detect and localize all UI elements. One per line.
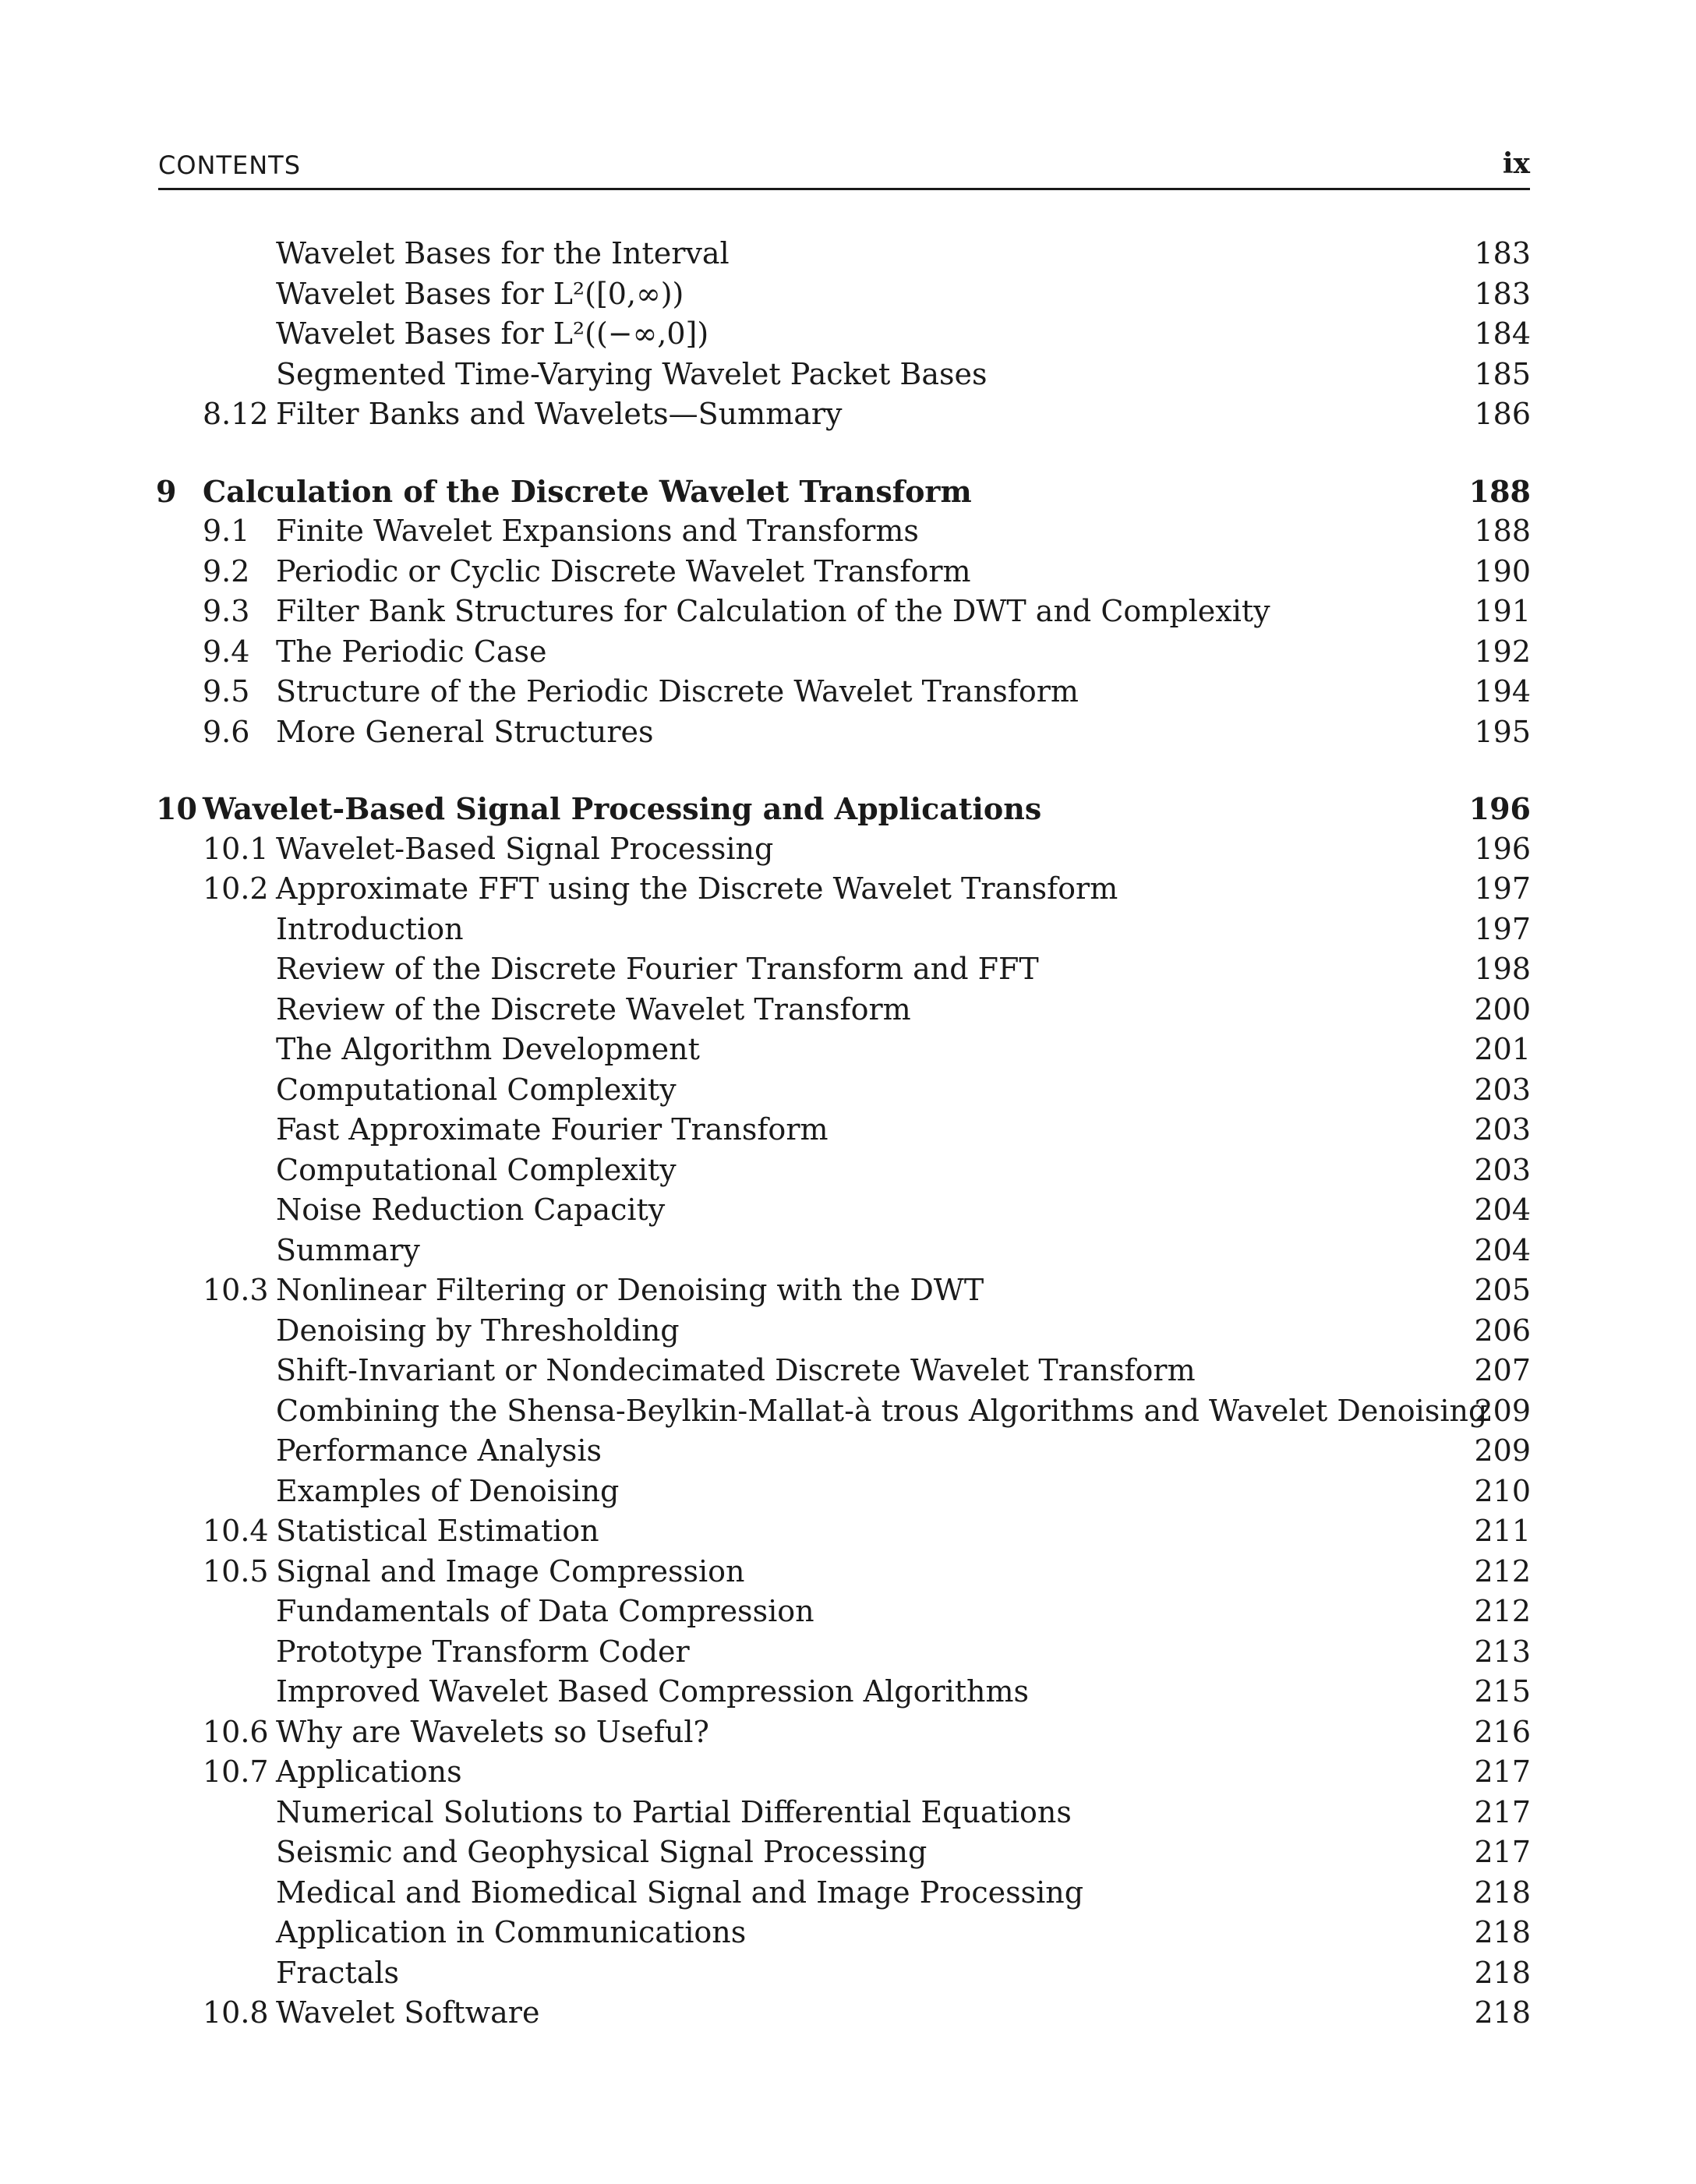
page-header bbox=[158, 147, 1530, 190]
toc-subsection-row bbox=[156, 1070, 1531, 1111]
toc-entry-page: 198 bbox=[1474, 952, 1531, 986]
toc-entry-title: Why are Wavelets so Useful? bbox=[276, 1714, 709, 1749]
toc-section-row bbox=[156, 672, 1531, 712]
toc-entry-page: 210 bbox=[1474, 1473, 1531, 1508]
toc-subsection-row bbox=[156, 1231, 1531, 1271]
toc-entry-title: Filter Banks and Wavelets—Summary bbox=[276, 397, 843, 431]
toc-section-row bbox=[156, 829, 1531, 870]
toc-entry-title: The Algorithm Development bbox=[276, 1032, 700, 1066]
toc-entry-page: 216 bbox=[1474, 1714, 1531, 1749]
table-of-contents bbox=[156, 234, 1531, 2034]
toc-entry-page: 185 bbox=[1474, 356, 1531, 391]
toc-subsection-row bbox=[156, 1592, 1531, 1632]
toc-entry-title: Examples of Denoising bbox=[276, 1473, 620, 1508]
toc-entry-number: 10.1 bbox=[203, 831, 269, 866]
toc-section-row bbox=[156, 632, 1531, 673]
toc-entry-title: Finite Wavelet Expansions and Transforms bbox=[276, 514, 919, 548]
toc-entry-title: Computational Complexity bbox=[276, 1072, 677, 1107]
toc-entry-page: 196 bbox=[1468, 791, 1531, 826]
toc-entry-number: 9.2 bbox=[203, 553, 250, 588]
toc-subsection-row bbox=[156, 1030, 1531, 1070]
toc-subsection-row bbox=[156, 949, 1531, 990]
toc-entry-page: 203 bbox=[1474, 1072, 1531, 1107]
toc-entry-title: Noise Reduction Capacity bbox=[276, 1193, 666, 1227]
toc-entry-page: 190 bbox=[1474, 553, 1531, 588]
toc-section-row bbox=[156, 1712, 1531, 1753]
toc-entry-title: Improved Wavelet Based Compression Algorithms bbox=[276, 1674, 1030, 1709]
toc-entry-number: 10 bbox=[156, 791, 197, 826]
toc-subsection-row bbox=[156, 314, 1531, 355]
toc-section-row bbox=[156, 394, 1531, 435]
toc-entry-page: 203 bbox=[1474, 1112, 1531, 1147]
toc-subsection-row bbox=[156, 1913, 1531, 1953]
toc-entry-page: 204 bbox=[1474, 1232, 1531, 1267]
toc-entry-title: Wavelet Bases for the Interval bbox=[276, 236, 730, 270]
toc-subsection-row bbox=[156, 1150, 1531, 1191]
toc-entry-page: 212 bbox=[1474, 1553, 1531, 1589]
toc-entry-page: 191 bbox=[1474, 594, 1531, 628]
toc-entry-number: 10.8 bbox=[203, 1995, 269, 2030]
toc-entry-title: Prototype Transform Coder bbox=[276, 1634, 690, 1669]
toc-entry-number: 8.12 bbox=[203, 397, 269, 431]
toc-entry-title: Applications bbox=[276, 1755, 462, 1789]
toc-subsection-row bbox=[156, 1351, 1531, 1391]
toc-entry-title: Computational Complexity bbox=[276, 1152, 677, 1187]
page-number: ix bbox=[1502, 147, 1530, 180]
toc-section-row bbox=[156, 1511, 1531, 1552]
toc-section-row bbox=[156, 1993, 1531, 2034]
toc-entry-title: The Periodic Case bbox=[276, 634, 547, 669]
toc-subsection-row bbox=[156, 274, 1531, 315]
toc-section-row bbox=[156, 552, 1531, 592]
toc-entry-page: 203 bbox=[1474, 1152, 1531, 1187]
toc-subsection-row bbox=[156, 1110, 1531, 1150]
toc-entry-page: 218 bbox=[1474, 1955, 1531, 1990]
toc-entry-number: 10.2 bbox=[203, 871, 269, 906]
toc-entry-title: Periodic or Cyclic Discrete Wavelet Transform bbox=[276, 553, 971, 588]
toc-section-row bbox=[156, 1752, 1531, 1793]
toc-entry-page: 184 bbox=[1474, 316, 1531, 351]
toc-subsection-row bbox=[156, 1873, 1531, 1914]
toc-entry-title: Calculation of the Discrete Wavelet Transform bbox=[203, 473, 972, 509]
toc-subsection-row bbox=[156, 234, 1531, 274]
toc-entry-page: 207 bbox=[1474, 1353, 1531, 1387]
toc-subsection-row bbox=[156, 1391, 1531, 1432]
toc-entry-title: Segmented Time-Varying Wavelet Packet Bases bbox=[276, 356, 988, 391]
toc-entry-page: 183 bbox=[1474, 236, 1531, 270]
toc-entry-page: 195 bbox=[1474, 714, 1531, 749]
running-title: CONTENTS bbox=[158, 150, 302, 180]
toc-entry-page: 204 bbox=[1474, 1193, 1531, 1227]
toc-entry-page: 197 bbox=[1474, 911, 1531, 946]
toc-entry-title: Performance Analysis bbox=[276, 1433, 602, 1468]
toc-entry-title: Shift-Invariant or Nondecimated Discrete Wavelet Transform bbox=[276, 1353, 1196, 1387]
toc-entry-number: 9.1 bbox=[203, 514, 250, 548]
toc-entry-title: Wavelet Software bbox=[276, 1995, 540, 2030]
toc-entry-page: 213 bbox=[1474, 1634, 1531, 1669]
toc-entry-title: Structure of the Periodic Discrete Wavelet Transform bbox=[276, 674, 1079, 709]
toc-entry-title: Wavelet Bases for L²([0,∞)) bbox=[276, 276, 684, 311]
toc-entry-number: 9.5 bbox=[203, 674, 250, 709]
toc-entry-number: 9.4 bbox=[203, 634, 250, 669]
toc-entry-number: 10.6 bbox=[203, 1714, 269, 1749]
toc-entry-title: Fractals bbox=[276, 1955, 400, 1990]
toc-entry-page: 188 bbox=[1468, 473, 1531, 509]
toc-entry-page: 211 bbox=[1474, 1514, 1531, 1548]
toc-entry-page: 194 bbox=[1474, 674, 1531, 709]
toc-entry-title: Statistical Estimation bbox=[276, 1514, 599, 1548]
toc-entry-title: Approximate FFT using the Discrete Wavelet Transform bbox=[276, 871, 1118, 906]
toc-section-row bbox=[156, 1270, 1531, 1311]
toc-entry-title: Application in Communications bbox=[276, 1915, 747, 1949]
toc-entry-page: 188 bbox=[1474, 514, 1531, 548]
toc-entry-title: Signal and Image Compression bbox=[276, 1553, 745, 1589]
toc-entry-title: Introduction bbox=[276, 911, 464, 946]
toc-entry-number: 10.3 bbox=[203, 1273, 269, 1307]
toc-section-row bbox=[156, 1552, 1531, 1592]
toc-entry-title: Numerical Solutions to Partial Differential Equations bbox=[276, 1794, 1072, 1829]
toc-entry-title: Medical and Biomedical Signal and Image Processing bbox=[276, 1875, 1084, 1910]
toc-section-row bbox=[156, 511, 1531, 552]
toc-chapter-row bbox=[156, 789, 1531, 829]
toc-entry-page: 218 bbox=[1474, 1995, 1531, 2030]
toc-entry-number: 10.4 bbox=[203, 1514, 269, 1548]
toc-entry-title: Wavelet-Based Signal Processing and Applications bbox=[203, 791, 1042, 826]
toc-entry-page: 192 bbox=[1474, 634, 1531, 669]
toc-entry-page: 217 bbox=[1474, 1755, 1531, 1789]
toc-subsection-row bbox=[156, 1472, 1531, 1512]
toc-entry-title: Wavelet Bases for L²((−∞,0]) bbox=[276, 316, 709, 351]
toc-entry-page: 209 bbox=[1474, 1433, 1531, 1468]
toc-entry-title: Denoising by Thresholding bbox=[276, 1313, 680, 1348]
toc-entry-page: 209 bbox=[1474, 1393, 1531, 1428]
toc-subsection-row bbox=[156, 1431, 1531, 1472]
toc-entry-title: More General Structures bbox=[276, 714, 654, 749]
toc-entry-title: Review of the Discrete Wavelet Transform bbox=[276, 991, 911, 1027]
toc-subsection-row bbox=[156, 1953, 1531, 1994]
toc-section-row bbox=[156, 592, 1531, 632]
toc-section-row bbox=[156, 869, 1531, 910]
toc-entry-title: Filter Bank Structures for Calculation of the DWT and Complexity bbox=[276, 594, 1270, 628]
toc-entry-title: Fast Approximate Fourier Transform bbox=[276, 1112, 829, 1147]
toc-entry-page: 217 bbox=[1474, 1794, 1531, 1829]
toc-entry-number: 9 bbox=[156, 473, 177, 509]
toc-entry-page: 218 bbox=[1474, 1915, 1531, 1949]
toc-subsection-row bbox=[156, 355, 1531, 395]
toc-entry-title: Review of the Discrete Fourier Transform and FFT bbox=[276, 952, 1039, 986]
toc-entry-page: 200 bbox=[1474, 991, 1531, 1027]
toc-entry-page: 215 bbox=[1474, 1674, 1531, 1709]
toc-entry-page: 183 bbox=[1474, 276, 1531, 311]
toc-entry-number: 9.3 bbox=[203, 594, 250, 628]
toc-entry-page: 206 bbox=[1474, 1313, 1531, 1348]
toc-subsection-row bbox=[156, 1190, 1531, 1231]
toc-entry-title: Seismic and Geophysical Signal Processing bbox=[276, 1835, 928, 1869]
toc-subsection-row bbox=[156, 990, 1531, 1030]
toc-entry-title: Wavelet-Based Signal Processing bbox=[276, 831, 774, 866]
toc-entry-page: 196 bbox=[1474, 831, 1531, 866]
toc-section-row bbox=[156, 712, 1531, 753]
toc-entry-number: 10.5 bbox=[203, 1553, 269, 1589]
toc-chapter-row bbox=[156, 472, 1531, 512]
toc-entry-page: 217 bbox=[1474, 1835, 1531, 1869]
toc-subsection-row bbox=[156, 1672, 1531, 1712]
toc-subsection-row bbox=[156, 1832, 1531, 1873]
toc-entry-page: 201 bbox=[1474, 1032, 1531, 1066]
toc-entry-page: 218 bbox=[1474, 1875, 1531, 1910]
toc-entry-title: Nonlinear Filtering or Denoising with the DWT bbox=[276, 1273, 984, 1307]
toc-entry-page: 197 bbox=[1474, 871, 1531, 906]
toc-subsection-row bbox=[156, 1793, 1531, 1833]
toc-entry-page: 205 bbox=[1474, 1273, 1531, 1307]
toc-entry-number: 9.6 bbox=[203, 714, 250, 749]
toc-entry-number: 10.7 bbox=[203, 1755, 269, 1789]
toc-entry-page: 186 bbox=[1474, 397, 1531, 431]
toc-entry-title: Fundamentals of Data Compression bbox=[276, 1594, 814, 1628]
toc-entry-title: Summary bbox=[276, 1232, 420, 1267]
toc-subsection-row bbox=[156, 1632, 1531, 1673]
toc-subsection-row bbox=[156, 910, 1531, 950]
toc-entry-title: Combining the Shensa-Beylkin-Mallat-à trous Algorithms and Wavelet Denoising bbox=[276, 1393, 1488, 1428]
toc-subsection-row bbox=[156, 1311, 1531, 1352]
toc-entry-page: 212 bbox=[1474, 1594, 1531, 1628]
